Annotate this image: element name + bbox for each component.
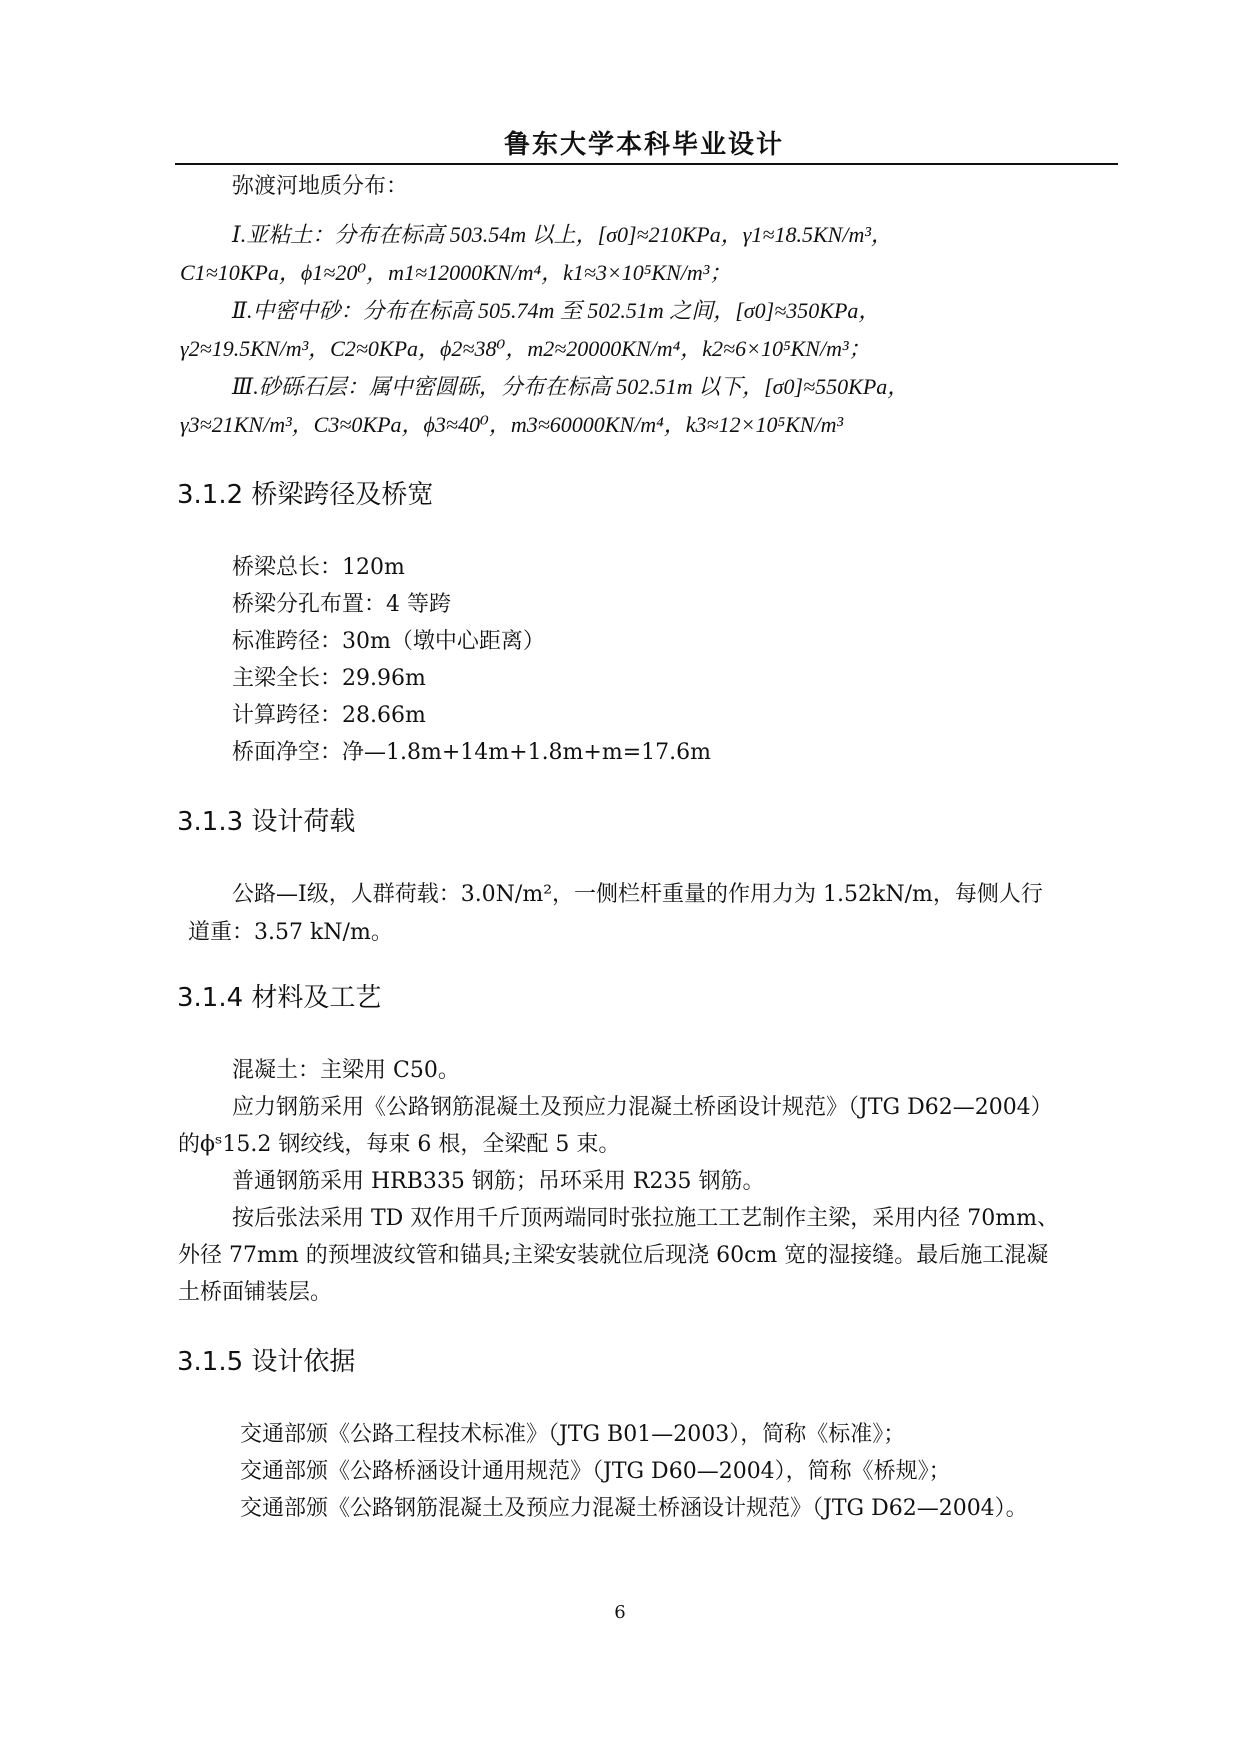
load-paragraph-line-2: 道重：3.57 kN/m。 xyxy=(188,920,393,945)
geology-layer-2-line-b: γ2≈19.5KN/m³，C2≈0KPa，ϕ2≈38⁰，m2≈20000KN/m⁴，k2≈6×10⁵KN/m³； xyxy=(180,336,871,361)
section-heading-3-1-5: 3.1.5 设计依据 xyxy=(177,1347,356,1377)
material-line: 普通钢筋采用 HRB335 钢筋；吊环采用 R235 钢筋。 xyxy=(232,1169,765,1194)
basis-item: 交通部颁《公路钢筋混凝土及预应力混凝土桥涵设计规范》（JTG D62—2004）。 xyxy=(240,1496,1028,1521)
geology-layer-3-line-b: γ3≈21KN/m³，C3≈0KPa，ϕ3≈40⁰，m3≈60000KN/m⁴，k3≈12×10⁵KN/m³ xyxy=(180,412,844,437)
section-heading-3-1-3: 3.1.3 设计荷载 xyxy=(177,807,356,837)
material-line: 外径 77mm 的预埋波纹管和锚具;主梁安装就位后现浇 60cm 宽的湿接缝。最后施工混凝 xyxy=(178,1243,1049,1268)
geology-layer-3-line-a: Ⅲ.砂砾石层：属中密圆砾，分布在标高 502.51m 以下，[σ0]≈550KPa， xyxy=(232,374,910,399)
geology-layer-1-line-a: Ⅰ.亚粘土：分布在标高 503.54m 以上，[σ0]≈210KPa，γ1≈18.5KN/m³， xyxy=(232,222,893,247)
page-number: 6 xyxy=(614,1602,626,1623)
load-paragraph-line-1: 公路—Ⅰ级，人群荷载：3.0N/m²，一侧栏杆重量的作用力为 1.52kN/m，每侧人行 xyxy=(232,882,1043,907)
span-item: 桥梁分孔布置：4 等跨 xyxy=(232,592,451,617)
span-item: 桥梁总长：120m xyxy=(232,555,405,580)
span-item: 计算跨径：28.66m xyxy=(232,703,426,728)
basis-item: 交通部颁《公路工程技术标准》（JTG B01—2003），简称《标准》； xyxy=(240,1422,906,1447)
header-rule xyxy=(175,163,1118,165)
page-header-title: 鲁东大学本科毕业设计 xyxy=(503,130,784,160)
material-line: 的ϕˢ15.2 钢绞线，每束 6 根，全梁配 5 束。 xyxy=(178,1132,621,1157)
material-line: 混凝土：主梁用 C50。 xyxy=(232,1058,460,1083)
material-line: 应力钢筋采用《公路钢筋混凝土及预应力混凝土桥函设计规范》（JTG D62—2004） xyxy=(232,1095,1053,1120)
material-line: 按后张法采用 TD 双作用千斤顶两端同时张拉施工工艺制作主梁，采用内径 70mm、 xyxy=(232,1206,1060,1231)
section-heading-3-1-4: 3.1.4 材料及工艺 xyxy=(177,983,382,1013)
section-heading-3-1-2: 3.1.2 桥梁跨径及桥宽 xyxy=(177,480,434,510)
basis-item: 交通部颁《公路桥涵设计通用规范》（JTG D60—2004），简称《桥规》； xyxy=(240,1459,951,1484)
geology-layer-1-line-b: C1≈10KPa，ϕ1≈20⁰，m1≈12000KN/m⁴，k1≈3×10⁵KN/m³； xyxy=(180,260,732,285)
geology-intro: 弥渡河地质分布： xyxy=(232,174,409,199)
span-item: 桥面净空：净—1.8m+14m+1.8m+m=17.6m xyxy=(232,740,711,765)
span-item: 标准跨径：30m（墩中心距离） xyxy=(232,629,545,654)
span-item: 主梁全长：29.96m xyxy=(232,666,426,691)
geology-layer-2-line-a: Ⅱ.中密中砂：分布在标高 505.74m 至 502.51m 之间，[σ0]≈350KPa， xyxy=(232,298,881,323)
material-line: 土桥面铺装层。 xyxy=(178,1280,333,1305)
